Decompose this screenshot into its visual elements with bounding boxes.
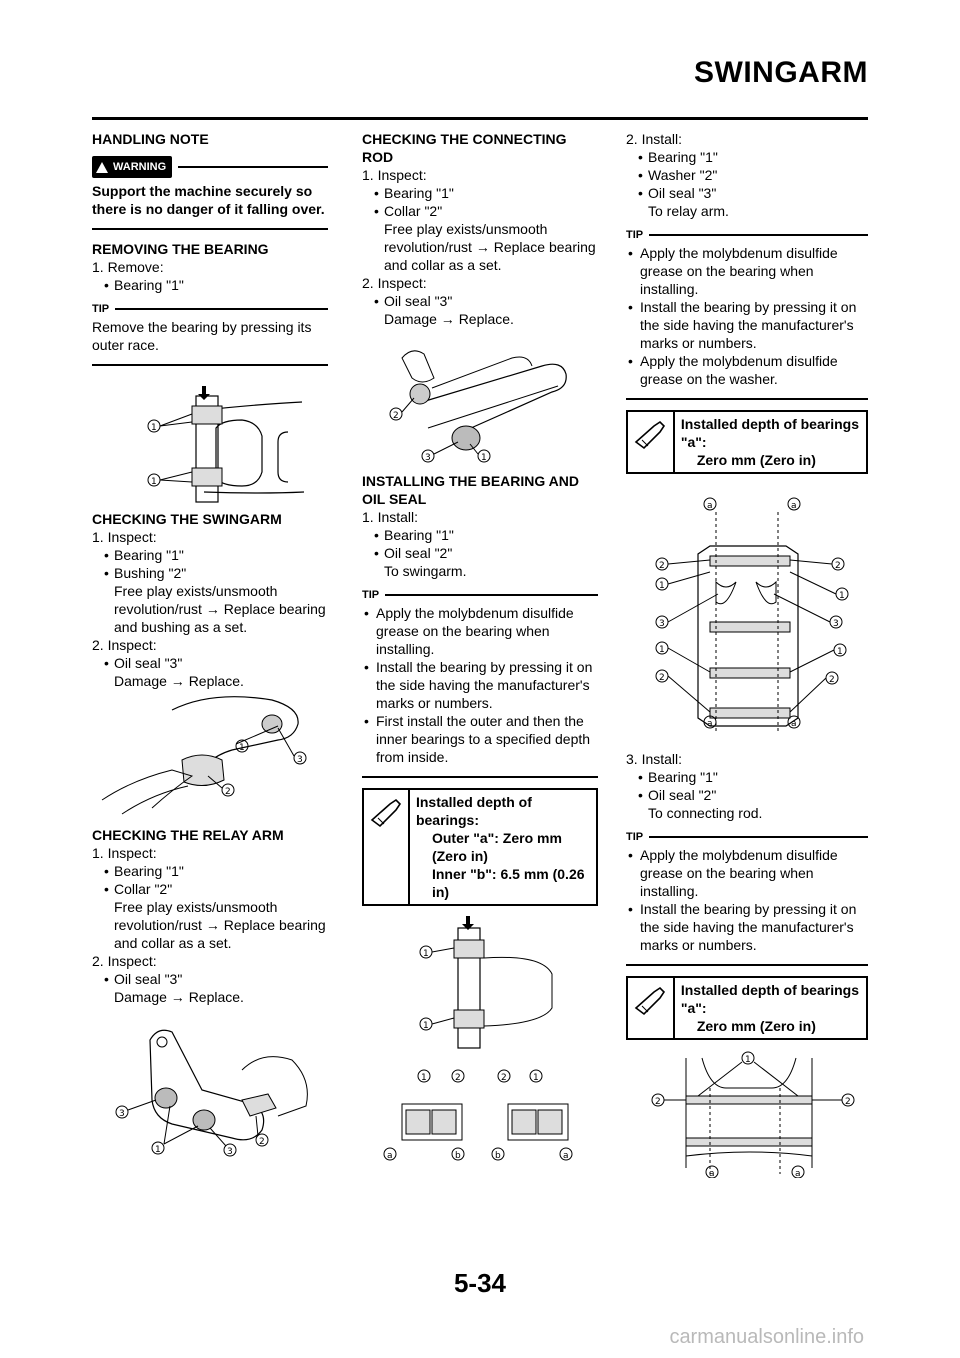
svg-text:a: a xyxy=(707,719,713,729)
page-number: 5-34 xyxy=(453,1268,507,1298)
spec-text xyxy=(675,412,866,472)
svg-text:a: a xyxy=(791,719,797,729)
c3-item5: • Oil seal "2" xyxy=(638,787,717,803)
tip-item: • First install the outer and then the inner bearings to a specified depth from inside. xyxy=(364,713,591,765)
c3-to1: To relay arm. xyxy=(648,203,729,219)
removing-tip: Remove the bearing by pressing its outer race. xyxy=(92,319,312,353)
rod-detail1: Free play exists/unsmooth revolution/rust → Replace bearing and collar as a set. xyxy=(384,221,596,273)
tip-header: TIP xyxy=(92,300,328,318)
tip-item: • Install the bearing by pressing it on the side having the manufacturer's marks or numbers. xyxy=(628,299,857,351)
watermark: carmanualsonline.info xyxy=(669,1326,864,1348)
connecting-rod-depth-figure xyxy=(626,1048,868,1178)
svg-text:1: 1 xyxy=(745,1055,751,1065)
installed-depth-figure xyxy=(362,914,598,1176)
spec-line: Zero mm (Zero in) xyxy=(696,452,816,468)
relay-arm-figure xyxy=(92,1020,328,1160)
rod-item3: • Oil seal "3" xyxy=(374,293,453,309)
warning-rule xyxy=(178,166,328,168)
svg-text:a: a xyxy=(707,501,713,511)
tip-end-rule xyxy=(626,398,868,400)
tip-end-rule xyxy=(362,776,598,778)
svg-text:2: 2 xyxy=(455,1073,461,1083)
c3-item3: • Oil seal "3" xyxy=(638,185,717,201)
svg-text:1: 1 xyxy=(659,581,665,591)
tip-end-rule xyxy=(626,964,868,966)
svg-text:2: 2 xyxy=(835,561,841,571)
svg-text:1: 1 xyxy=(533,1073,539,1083)
rod-detail2: Damage → Replace. xyxy=(384,311,514,327)
svg-text:1: 1 xyxy=(837,647,843,657)
column-2 xyxy=(362,130,598,1176)
rod-item2: • Collar "2" xyxy=(374,203,443,219)
sw-item1: • Bearing "1" xyxy=(104,547,184,563)
wrench-spec-icon xyxy=(364,790,410,904)
c3-item2: • Washer "2" xyxy=(638,167,718,183)
warning-end-rule xyxy=(92,228,328,230)
svg-text:b: b xyxy=(495,1151,501,1161)
spec-line: Installed depth of bearings "a": xyxy=(680,982,859,1016)
page-title: SWINGARM xyxy=(694,56,868,89)
removing-step: 1. Remove: xyxy=(92,259,164,275)
tip-header: TIP xyxy=(626,226,868,244)
svg-text:a: a xyxy=(709,1169,715,1178)
svg-text:3: 3 xyxy=(833,619,839,629)
sw-step2: 2. Inspect: xyxy=(92,637,157,653)
svg-text:2: 2 xyxy=(659,561,665,571)
warning-label: WARNING xyxy=(113,161,167,173)
warning-text: Support the machine securely so there is no danger of it falling over. xyxy=(92,183,325,217)
svg-text:1: 1 xyxy=(155,1145,161,1155)
c3-item4: • Bearing "1" xyxy=(638,769,718,785)
wrench-spec-icon xyxy=(628,412,675,472)
svg-text:1: 1 xyxy=(239,743,245,753)
svg-text:2: 2 xyxy=(655,1097,661,1107)
sw-step1: 1. Inspect: xyxy=(92,529,157,545)
column-3 xyxy=(626,130,868,1178)
tip-item: • Install the bearing by pressing it on the side having the manufacturer's marks or numbers. xyxy=(364,659,593,711)
tip-item: • Apply the molybdenum disulfide grease on the bearing when installing. xyxy=(628,245,838,297)
spec-text xyxy=(410,790,596,904)
rod-step1: 1. Inspect: xyxy=(362,167,427,183)
swingarm-heading: CHECKING THE SWINGARM xyxy=(92,511,282,527)
ra-step2: 2. Inspect: xyxy=(92,953,157,969)
warning-badge xyxy=(92,156,172,178)
svg-text:1: 1 xyxy=(839,591,845,601)
c3-to2: To connecting rod. xyxy=(648,805,763,821)
ra-step1: 1. Inspect: xyxy=(92,845,157,861)
ra-detail2: Damage → Replace. xyxy=(114,989,244,1005)
svg-text:3: 3 xyxy=(227,1147,233,1157)
rod-step2: 2. Inspect: xyxy=(362,275,427,291)
svg-text:2: 2 xyxy=(659,673,665,683)
svg-text:3: 3 xyxy=(297,755,303,765)
header-rule xyxy=(92,117,868,120)
spec-line: Installed depth of bearings "a": xyxy=(680,416,859,450)
svg-text:1: 1 xyxy=(421,1073,427,1083)
svg-text:1: 1 xyxy=(423,949,429,959)
spec-line: Zero mm (Zero in) xyxy=(696,1018,816,1034)
spec-line: Outer "a": Zero mm (Zero in) xyxy=(431,830,562,864)
inst-item2: • Oil seal "2" xyxy=(374,545,453,561)
removing-heading: REMOVING THE BEARING xyxy=(92,241,269,257)
removing-item: • Bearing "1" xyxy=(104,277,184,293)
spec-box xyxy=(626,976,868,1040)
swingarm-oilseal-figure xyxy=(92,690,328,820)
relay-arm-heading: CHECKING THE RELAY ARM xyxy=(92,827,284,843)
tip-item: • Apply the molybdenum disulfide grease on the bearing when installing. xyxy=(364,605,574,657)
warning-header xyxy=(92,156,328,178)
ra-detail1: Free play exists/unsmooth revolution/rust → Replace bearing and collar as a set. xyxy=(114,899,326,951)
ra-item3: • Oil seal "3" xyxy=(104,971,183,987)
tip-item: • Install the bearing by pressing it on the side having the manufacturer's marks or numbers. xyxy=(628,901,857,953)
svg-text:2: 2 xyxy=(829,675,835,685)
svg-text:2: 2 xyxy=(225,787,231,797)
tip-header: TIP xyxy=(362,586,598,604)
spec-text xyxy=(675,978,866,1038)
handling-note-heading: HANDLING NOTE xyxy=(92,131,209,147)
c3-step3: 3. Install: xyxy=(626,751,683,767)
swingarm-bearing-figure xyxy=(92,376,328,504)
rod-item1: • Bearing "1" xyxy=(374,185,454,201)
svg-text:a: a xyxy=(387,1151,393,1161)
svg-text:2: 2 xyxy=(501,1073,507,1083)
tip-end-rule xyxy=(92,364,328,366)
spec-line: Inner "b": 6.5 mm (0.26 in) xyxy=(431,866,585,900)
inst-step1: 1. Install: xyxy=(362,509,419,525)
inst-to: To swingarm. xyxy=(384,563,467,579)
warning-triangle-icon xyxy=(96,162,108,173)
svg-text:2: 2 xyxy=(259,1137,265,1147)
svg-text:a: a xyxy=(791,501,797,511)
svg-text:3: 3 xyxy=(659,619,665,629)
tip-item: • Apply the molybdenum disulfide grease on the bearing when installing. xyxy=(628,847,838,899)
tip-item: • Apply the molybdenum disulfide grease on the washer. xyxy=(628,353,838,387)
sw-item2: • Bushing "2" xyxy=(104,565,187,581)
relay-arm-depth-figure xyxy=(626,482,868,742)
svg-text:1: 1 xyxy=(423,1021,429,1031)
ra-item1: • Bearing "1" xyxy=(104,863,184,879)
svg-text:2: 2 xyxy=(845,1097,851,1107)
connecting-rod-heading: CHECKING THE CONNECTING ROD xyxy=(362,131,567,165)
sw-detail2: Damage → Replace. xyxy=(114,673,244,689)
svg-text:2: 2 xyxy=(393,411,399,421)
svg-text:3: 3 xyxy=(119,1109,125,1119)
wrench-spec-icon xyxy=(628,978,675,1038)
svg-text:b: b xyxy=(455,1151,461,1161)
sw-detail1: Free play exists/unsmooth revolution/rust → Replace bearing and bushing as a set. xyxy=(114,583,326,635)
svg-text:a: a xyxy=(795,1169,801,1178)
inst-item1: • Bearing "1" xyxy=(374,527,454,543)
connecting-rod-figure xyxy=(362,338,598,464)
ra-item2: • Collar "2" xyxy=(104,881,173,897)
tip-header: TIP xyxy=(626,828,868,846)
installing-heading: INSTALLING THE BEARING AND OIL SEAL xyxy=(362,473,579,507)
svg-text:3: 3 xyxy=(425,453,431,463)
spec-box xyxy=(362,788,598,906)
svg-text:a: a xyxy=(563,1151,569,1161)
spec-line: Installed depth of bearings: xyxy=(415,794,532,828)
svg-text:1: 1 xyxy=(151,423,157,433)
sw-item3: • Oil seal "3" xyxy=(104,655,183,671)
svg-text:1: 1 xyxy=(481,453,487,463)
svg-text:1: 1 xyxy=(151,477,157,487)
c3-step2: 2. Install: xyxy=(626,131,683,147)
column-1 xyxy=(92,130,328,1160)
c3-item1: • Bearing "1" xyxy=(638,149,718,165)
spec-box xyxy=(626,410,868,474)
svg-text:1: 1 xyxy=(659,645,665,655)
